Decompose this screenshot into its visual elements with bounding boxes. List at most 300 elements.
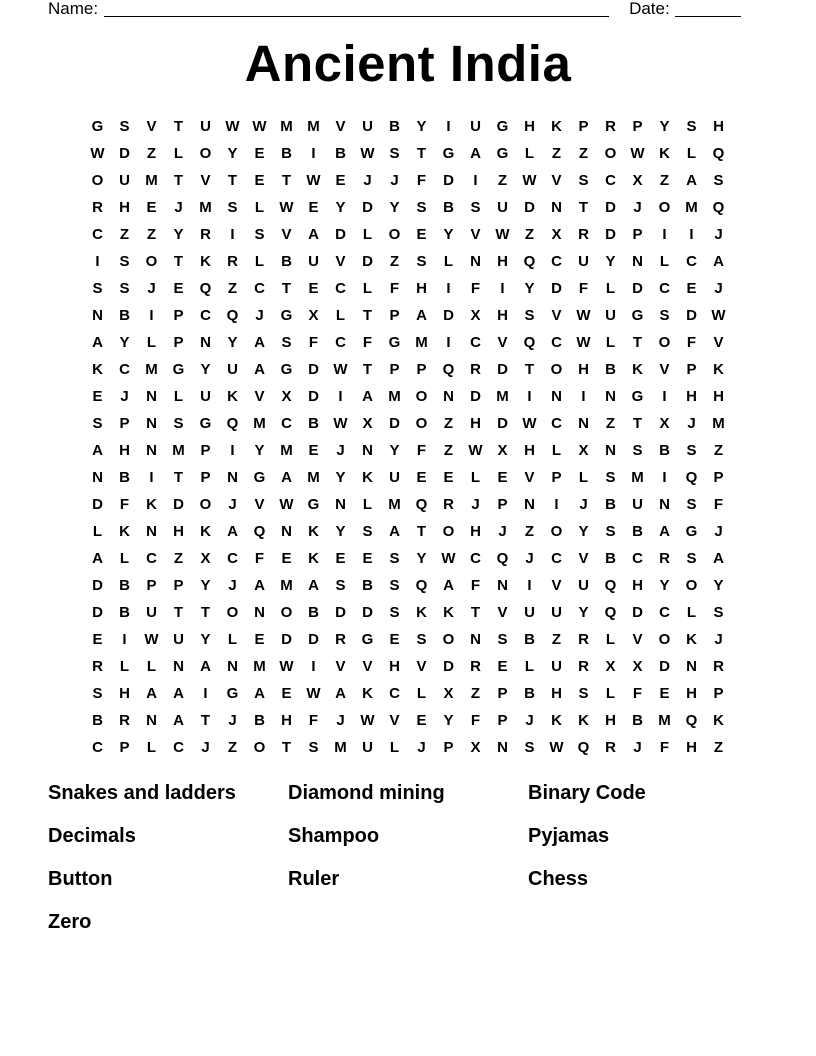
grid-letter: Z bbox=[470, 685, 481, 702]
grid-row bbox=[84, 734, 734, 761]
grid-letter: M bbox=[199, 199, 212, 216]
grid-letter: N bbox=[497, 739, 508, 756]
grid-letter: G bbox=[631, 307, 644, 324]
grid-letter: P bbox=[173, 334, 184, 351]
grid-letter: K bbox=[578, 712, 589, 729]
word-list-item: Ruler bbox=[288, 868, 340, 890]
grid-letter: S bbox=[713, 604, 724, 621]
grid-letter: T bbox=[281, 739, 292, 756]
grid-letter: H bbox=[551, 685, 562, 702]
grid-letter: R bbox=[227, 253, 238, 270]
grid-letter: B bbox=[632, 712, 643, 729]
grid-letter: C bbox=[92, 226, 103, 243]
grid-letter: I bbox=[230, 442, 235, 459]
grid-letter: S bbox=[227, 199, 238, 216]
grid-letter: V bbox=[713, 334, 724, 351]
grid-letter: K bbox=[713, 361, 724, 378]
grid-letter: H bbox=[173, 523, 184, 540]
grid-letter: F bbox=[254, 550, 265, 567]
grid-letter: C bbox=[470, 550, 481, 567]
grid-letter: M bbox=[631, 469, 644, 486]
grid-letter: V bbox=[254, 496, 265, 513]
grid-letter: D bbox=[524, 199, 535, 216]
grid-letter: F bbox=[470, 712, 481, 729]
grid-letter: X bbox=[497, 442, 508, 459]
grid-letter: G bbox=[442, 145, 455, 162]
grid-letter: D bbox=[92, 604, 103, 621]
grid-letter: X bbox=[578, 442, 589, 459]
grid-letter: L bbox=[254, 199, 265, 216]
name-blank-line[interactable] bbox=[104, 0, 609, 17]
grid-letter: I bbox=[500, 280, 505, 297]
grid-letter: Y bbox=[443, 712, 454, 729]
grid-letter: P bbox=[497, 712, 508, 729]
grid-letter: B bbox=[443, 199, 454, 216]
grid-letter: N bbox=[578, 415, 589, 432]
grid-letter: A bbox=[173, 685, 184, 702]
grid-letter: Y bbox=[200, 361, 211, 378]
grid-letter: C bbox=[335, 334, 346, 351]
grid-letter: C bbox=[146, 550, 157, 567]
grid-letter: V bbox=[362, 658, 373, 675]
grid-letter: F bbox=[416, 442, 427, 459]
grid-letter: S bbox=[119, 118, 130, 135]
grid-letter: V bbox=[470, 226, 481, 243]
word-list-item: Chess bbox=[528, 868, 589, 890]
grid-letter: J bbox=[228, 496, 237, 513]
grid-letter: C bbox=[281, 415, 292, 432]
grid-letter: W bbox=[279, 199, 294, 216]
grid-letter: X bbox=[551, 226, 562, 243]
grid-letter: L bbox=[605, 334, 616, 351]
grid-letter: X bbox=[605, 658, 616, 675]
grid-letter: J bbox=[714, 523, 723, 540]
grid-letter: R bbox=[470, 658, 481, 675]
grid-letter: F bbox=[713, 496, 724, 513]
grid-letter: I bbox=[338, 388, 343, 405]
grid-row bbox=[84, 302, 734, 329]
grid-letter: R bbox=[578, 226, 589, 243]
grid-letter: E bbox=[335, 550, 346, 567]
grid-letter: O bbox=[685, 577, 698, 594]
grid-letter: D bbox=[605, 199, 616, 216]
grid-letter: U bbox=[551, 658, 562, 675]
grid-letter: K bbox=[308, 550, 319, 567]
grid-letter: U bbox=[389, 469, 400, 486]
grid-letter: T bbox=[281, 280, 292, 297]
grid-letter: Y bbox=[416, 550, 427, 567]
grid-letter: U bbox=[362, 118, 373, 135]
grid-letter: P bbox=[119, 739, 130, 756]
grid-letter: D bbox=[632, 280, 643, 297]
grid-letter: E bbox=[416, 226, 427, 243]
grid-letter: B bbox=[632, 523, 643, 540]
grid-letter: L bbox=[659, 253, 670, 270]
grid-letter: F bbox=[308, 334, 319, 351]
grid-letter: V bbox=[578, 550, 589, 567]
grid-letter: J bbox=[498, 523, 507, 540]
grid-letter: P bbox=[713, 685, 724, 702]
grid-letter: N bbox=[146, 388, 157, 405]
grid-letter: I bbox=[311, 145, 316, 162]
grid-letter: Y bbox=[578, 604, 589, 621]
grid-letter: E bbox=[308, 280, 319, 297]
grid-letter: K bbox=[200, 253, 211, 270]
grid-letter: K bbox=[146, 496, 157, 513]
word-list-item: Binary Code bbox=[528, 782, 646, 804]
grid-letter: L bbox=[335, 307, 346, 324]
grid-letter: J bbox=[525, 712, 534, 729]
grid-letter: S bbox=[254, 226, 265, 243]
grid-letter: K bbox=[551, 118, 562, 135]
grid-letter: Z bbox=[524, 226, 535, 243]
grid-letter: N bbox=[632, 253, 643, 270]
grid-letter: B bbox=[659, 442, 670, 459]
grid-letter: Z bbox=[227, 739, 238, 756]
grid-letter: S bbox=[416, 199, 427, 216]
grid-letter: Z bbox=[659, 172, 670, 189]
grid-letter: B bbox=[524, 685, 535, 702]
word-search-grid bbox=[84, 113, 734, 761]
grid-letter: N bbox=[146, 442, 157, 459]
grid-letter: C bbox=[686, 253, 697, 270]
grid-letter: U bbox=[227, 361, 238, 378]
grid-letter: Y bbox=[443, 226, 454, 243]
grid-letter: I bbox=[527, 388, 532, 405]
date-blank-line[interactable] bbox=[675, 0, 741, 17]
grid-letter: Y bbox=[335, 199, 346, 216]
grid-letter: D bbox=[497, 361, 508, 378]
grid-letter: I bbox=[662, 469, 667, 486]
grid-row bbox=[84, 518, 734, 545]
grid-letter: P bbox=[497, 496, 508, 513]
grid-letter: J bbox=[174, 199, 183, 216]
grid-letter: E bbox=[146, 199, 157, 216]
grid-letter: M bbox=[145, 361, 158, 378]
grid-letter: D bbox=[335, 604, 346, 621]
grid-letter: Q bbox=[415, 496, 428, 513]
grid-letter: B bbox=[254, 712, 265, 729]
grid-letter: C bbox=[389, 685, 400, 702]
grid-letter: R bbox=[119, 712, 130, 729]
grid-letter: W bbox=[306, 685, 321, 702]
word-list-row bbox=[48, 823, 788, 866]
grid-letter: D bbox=[173, 496, 184, 513]
grid-letter: W bbox=[225, 118, 240, 135]
grid-letter: V bbox=[416, 658, 427, 675]
grid-letter: K bbox=[713, 712, 724, 729]
grid-letter: W bbox=[522, 415, 537, 432]
grid-row bbox=[84, 545, 734, 572]
grid-letter: U bbox=[578, 577, 589, 594]
grid-letter: G bbox=[172, 361, 185, 378]
grid-letter: S bbox=[524, 307, 535, 324]
grid-row bbox=[84, 437, 734, 464]
word-list-row bbox=[48, 909, 788, 952]
grid-letter: P bbox=[443, 739, 454, 756]
grid-letter: O bbox=[199, 145, 212, 162]
grid-letter: P bbox=[173, 307, 184, 324]
grid-letter: L bbox=[362, 226, 373, 243]
grid-letter: X bbox=[443, 685, 454, 702]
grid-letter: Q bbox=[226, 307, 239, 324]
grid-letter: Q bbox=[415, 577, 428, 594]
grid-letter: K bbox=[632, 361, 643, 378]
grid-letter: R bbox=[605, 739, 616, 756]
grid-letter: A bbox=[362, 388, 373, 405]
grid-letter: P bbox=[173, 577, 184, 594]
grid-letter: D bbox=[92, 577, 103, 594]
grid-letter: K bbox=[227, 388, 238, 405]
grid-letter: Z bbox=[578, 145, 589, 162]
grid-letter: S bbox=[632, 442, 643, 459]
grid-row bbox=[84, 248, 734, 275]
grid-letter: W bbox=[90, 145, 105, 162]
grid-letter: E bbox=[497, 469, 508, 486]
grid-letter: Z bbox=[524, 523, 535, 540]
grid-letter: A bbox=[254, 685, 265, 702]
grid-letter: S bbox=[173, 415, 184, 432]
grid-letter: B bbox=[605, 496, 616, 513]
grid-letter: P bbox=[119, 415, 130, 432]
grid-letter: J bbox=[687, 415, 696, 432]
grid-letter: C bbox=[659, 604, 670, 621]
grid-letter: C bbox=[551, 334, 562, 351]
grid-letter: J bbox=[525, 550, 534, 567]
grid-letter: L bbox=[119, 550, 130, 567]
grid-letter: H bbox=[470, 415, 481, 432]
grid-letter: D bbox=[281, 631, 292, 648]
grid-letter: M bbox=[280, 118, 293, 135]
grid-letter: G bbox=[388, 334, 401, 351]
grid-letter: Y bbox=[713, 577, 724, 594]
grid-letter: B bbox=[119, 469, 130, 486]
grid-letter: B bbox=[281, 253, 292, 270]
grid-letter: J bbox=[201, 739, 210, 756]
grid-row bbox=[84, 194, 734, 221]
grid-letter: M bbox=[307, 118, 320, 135]
grid-letter: Q bbox=[604, 577, 617, 594]
grid-letter: N bbox=[146, 415, 157, 432]
grid-letter: N bbox=[551, 199, 562, 216]
grid-letter: G bbox=[307, 496, 320, 513]
grid-letter: Y bbox=[254, 442, 265, 459]
grid-letter: A bbox=[173, 712, 184, 729]
grid-letter: G bbox=[685, 523, 698, 540]
grid-letter: L bbox=[389, 739, 400, 756]
date-label: Date: bbox=[629, 0, 670, 18]
grid-letter: S bbox=[524, 739, 535, 756]
grid-letter: L bbox=[686, 145, 697, 162]
grid-letter: X bbox=[470, 739, 481, 756]
grid-letter: W bbox=[279, 496, 294, 513]
grid-letter: R bbox=[713, 658, 724, 675]
grid-letter: I bbox=[149, 469, 154, 486]
grid-letter: E bbox=[497, 658, 508, 675]
grid-letter: K bbox=[200, 523, 211, 540]
grid-letter: V bbox=[497, 604, 508, 621]
grid-letter: H bbox=[686, 739, 697, 756]
grid-letter: D bbox=[605, 226, 616, 243]
grid-letter: E bbox=[92, 388, 103, 405]
grid-letter: N bbox=[686, 658, 697, 675]
grid-letter: D bbox=[308, 361, 319, 378]
grid-letter: K bbox=[443, 604, 454, 621]
grid-letter: J bbox=[147, 280, 156, 297]
grid-letter: J bbox=[390, 172, 399, 189]
grid-letter: X bbox=[200, 550, 211, 567]
grid-letter: E bbox=[254, 172, 265, 189]
word-list-item: Decimals bbox=[48, 825, 136, 847]
grid-letter: E bbox=[254, 631, 265, 648]
grid-letter: W bbox=[576, 334, 591, 351]
grid-letter: G bbox=[496, 118, 509, 135]
grid-letter: A bbox=[686, 172, 697, 189]
grid-letter: L bbox=[146, 658, 157, 675]
grid-letter: A bbox=[443, 577, 454, 594]
grid-letter: H bbox=[416, 280, 427, 297]
grid-letter: K bbox=[362, 469, 373, 486]
grid-letter: O bbox=[145, 253, 158, 270]
grid-letter: T bbox=[173, 253, 184, 270]
grid-letter: A bbox=[470, 145, 481, 162]
grid-row bbox=[84, 275, 734, 302]
grid-letter: L bbox=[362, 280, 373, 297]
grid-letter: L bbox=[362, 496, 373, 513]
grid-letter: P bbox=[632, 226, 643, 243]
grid-letter: U bbox=[119, 172, 130, 189]
grid-letter: B bbox=[119, 577, 130, 594]
grid-letter: S bbox=[281, 334, 292, 351]
grid-letter: J bbox=[363, 172, 372, 189]
grid-letter: D bbox=[443, 172, 454, 189]
grid-letter: H bbox=[605, 712, 616, 729]
grid-letter: C bbox=[119, 361, 130, 378]
grid-letter: N bbox=[173, 658, 184, 675]
grid-letter: S bbox=[686, 496, 697, 513]
grid-letter: A bbox=[200, 658, 211, 675]
grid-letter: N bbox=[92, 307, 103, 324]
grid-letter: F bbox=[389, 280, 400, 297]
grid-letter: J bbox=[417, 739, 426, 756]
grid-letter: C bbox=[551, 253, 562, 270]
grid-letter: Z bbox=[497, 172, 508, 189]
grid-letter: L bbox=[605, 280, 616, 297]
grid-letter: V bbox=[281, 226, 292, 243]
grid-letter: N bbox=[146, 712, 157, 729]
grid-letter: K bbox=[659, 145, 670, 162]
grid-letter: O bbox=[442, 631, 455, 648]
grid-letter: K bbox=[362, 685, 373, 702]
grid-letter: A bbox=[92, 334, 103, 351]
grid-letter: V bbox=[524, 469, 535, 486]
grid-letter: L bbox=[524, 145, 535, 162]
grid-letter: E bbox=[416, 712, 427, 729]
grid-letter: B bbox=[362, 577, 373, 594]
grid-letter: N bbox=[227, 469, 238, 486]
grid-letter: Q bbox=[523, 253, 536, 270]
grid-letter: T bbox=[632, 415, 643, 432]
grid-letter: K bbox=[92, 361, 103, 378]
grid-letter: O bbox=[388, 226, 401, 243]
grid-letter: O bbox=[658, 199, 671, 216]
grid-letter: D bbox=[389, 415, 400, 432]
header-line bbox=[48, 0, 748, 20]
grid-letter: O bbox=[199, 496, 212, 513]
grid-letter: T bbox=[362, 361, 373, 378]
grid-letter: H bbox=[686, 388, 697, 405]
grid-letter: P bbox=[146, 577, 157, 594]
grid-letter: C bbox=[605, 172, 616, 189]
grid-letter: F bbox=[686, 334, 697, 351]
grid-letter: H bbox=[119, 685, 130, 702]
grid-letter: D bbox=[659, 658, 670, 675]
grid-letter: V bbox=[335, 253, 346, 270]
grid-letter: U bbox=[578, 253, 589, 270]
grid-letter: V bbox=[551, 577, 562, 594]
grid-letter: T bbox=[200, 712, 211, 729]
grid-letter: M bbox=[658, 712, 671, 729]
grid-letter: D bbox=[551, 280, 562, 297]
grid-letter: N bbox=[470, 631, 481, 648]
grid-letter: S bbox=[119, 280, 130, 297]
grid-letter: N bbox=[281, 523, 292, 540]
grid-letter: F bbox=[362, 334, 373, 351]
grid-letter: S bbox=[578, 172, 589, 189]
grid-letter: W bbox=[522, 172, 537, 189]
grid-letter: I bbox=[689, 226, 694, 243]
grid-letter: C bbox=[659, 280, 670, 297]
grid-letter: Y bbox=[659, 577, 670, 594]
grid-letter: V bbox=[659, 361, 670, 378]
grid-letter: V bbox=[389, 712, 400, 729]
grid-letter: B bbox=[389, 118, 400, 135]
grid-letter: H bbox=[713, 388, 724, 405]
grid-letter: D bbox=[92, 496, 103, 513]
grid-letter: X bbox=[632, 172, 643, 189]
grid-letter: T bbox=[200, 604, 211, 621]
grid-letter: P bbox=[497, 685, 508, 702]
grid-letter: M bbox=[712, 415, 725, 432]
word-list-item: Snakes and ladders bbox=[48, 782, 236, 804]
grid-letter: V bbox=[551, 307, 562, 324]
grid-letter: R bbox=[200, 226, 211, 243]
grid-letter: D bbox=[470, 388, 481, 405]
grid-letter: G bbox=[361, 631, 374, 648]
grid-letter: E bbox=[173, 280, 184, 297]
grid-letter: B bbox=[281, 145, 292, 162]
grid-letter: H bbox=[389, 658, 400, 675]
grid-letter: E bbox=[308, 442, 319, 459]
grid-letter: M bbox=[685, 199, 698, 216]
grid-letter: R bbox=[335, 631, 346, 648]
word-list-row bbox=[48, 866, 788, 909]
grid-letter: P bbox=[389, 307, 400, 324]
grid-letter: F bbox=[308, 712, 319, 729]
grid-letter: U bbox=[173, 631, 184, 648]
grid-letter: X bbox=[470, 307, 481, 324]
grid-letter: Y bbox=[659, 118, 670, 135]
grid-letter: J bbox=[714, 280, 723, 297]
grid-letter: M bbox=[253, 415, 266, 432]
grid-letter: Y bbox=[119, 334, 130, 351]
grid-letter: I bbox=[149, 307, 154, 324]
grid-letter: Y bbox=[227, 145, 238, 162]
grid-letter: Q bbox=[604, 604, 617, 621]
grid-letter: Q bbox=[199, 280, 212, 297]
grid-row bbox=[84, 329, 734, 356]
grid-letter: G bbox=[631, 388, 644, 405]
